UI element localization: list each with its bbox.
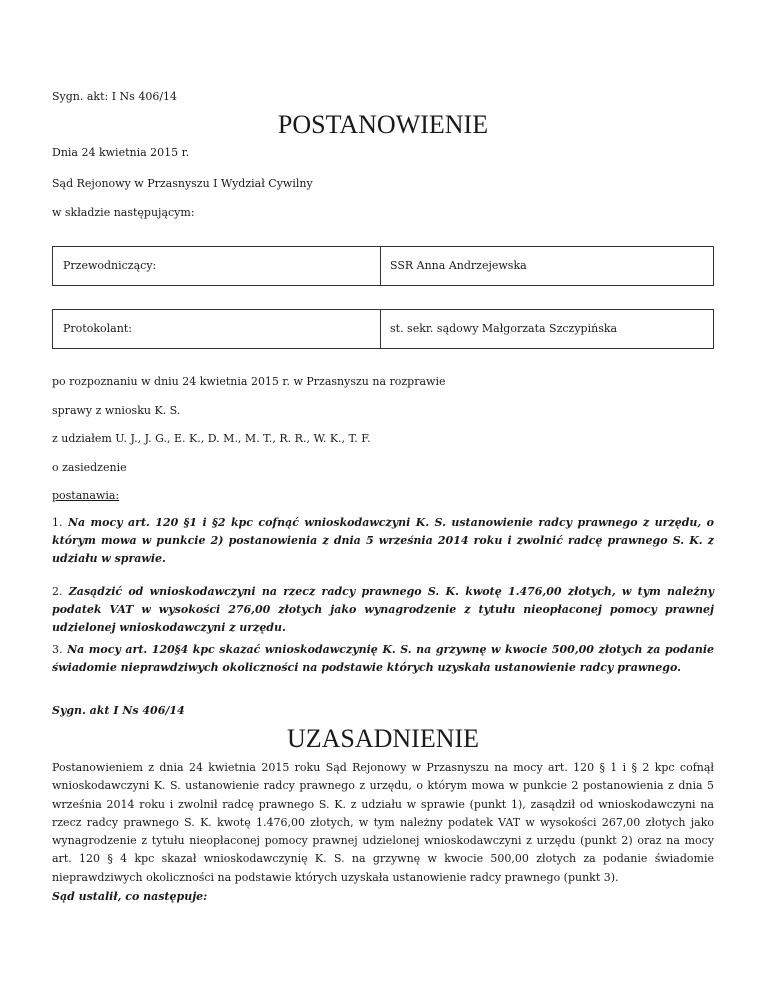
- participants-line: z udziałem U. J., J. G., E. K., D. M., M. T., R. R., W. K., T. F.: [52, 432, 371, 445]
- findings-heading: Sąd ustalił, co następuje:: [52, 890, 208, 903]
- decides-label: postanawia:: [52, 489, 120, 502]
- justification-paragraph: Postanowieniem z dnia 24 kwietnia 2015 roku Sąd Rejonowy w Przasnyszu na mocy art. 120 § 1 i § 2 kpc cofnął wnioskodawczyni K. S. ustanowienie radcy prawnego z urzędu, o którym mowa w punkcie 2 postanowienia z dnia 5 września 2014 roku i zwolnił radcę prawnego S. K. z udziału w sprawie (punkt 1), zasądził od wnioskodawczyni na rzecz radcy prawnego S. K. kwotę 1.476,00 złotych, w tym należny podatek VAT w wysokości 267,00 złotych jako wynagrodzenie z tytułu nieopłaconej pomocy prawnej udzielonej wnioskodawczyni z urzędu (punkt 2) oraz na mocy art. 120 § 4 kpc skazał wnioskodawczynię K. S. na grzywnę w kwocie 500,00 złotych za podanie świadomie nieprawdziwych okoliczności na podstawie których uzyskała ustanowienie radcy prawnego (punkt 3).: [52, 761, 714, 884]
- subject-line: o zasiedzenie: [52, 461, 127, 474]
- case-reference: Sygn. akt: I Ns 406/14: [52, 90, 178, 103]
- clerk-value: st. sekr. sądowy Małgorzata Szczypińska: [390, 322, 618, 335]
- hearing-line: po rozpoznaniu w dniu 24 kwietnia 2015 r. w Przasnyszu na rozprawie: [52, 375, 446, 388]
- presiding-judge-box: [52, 246, 714, 286]
- presiding-label: Przewodniczący:: [53, 247, 381, 285]
- clerk-box: [52, 309, 714, 349]
- document-title: POSTANOWIENIE: [277, 110, 489, 139]
- clerk-label: Protokolant:: [53, 310, 381, 348]
- case-line: sprawy z wniosku K. S.: [52, 404, 181, 417]
- ruling-item: 1. Na mocy art. 120 §1 i §2 kpc cofnąć wnioskodawczyni K. S. ustanowienie radcy prawnego z urzędu, o którym mowa w punkcie 2) postanowienia z dnia 5 września 2014 roku i zwolnić radcę prawnego S. K. z udziału w sprawie.: [52, 516, 714, 565]
- ruling-item: 3. Na mocy art. 120§4 kpc skazać wnioskodawczynię K. S. na grzywnę w kwocie 500,00 złotych za podanie świadomie nieprawdziwych okoliczności na podstawie których uzyskała ustanowienie radcy prawnego.: [52, 643, 714, 674]
- justification-case-reference: Sygn. akt I Ns 406/14: [52, 704, 185, 717]
- composition-line: w składzie następującym:: [52, 206, 195, 219]
- ruling-item: 2. Zasądzić od wnioskodawczyni na rzecz radcy prawnego S. K. kwotę 1.476,00 złotych, w tym należny podatek VAT w wysokości 276,00 złotych jako wynagrodzenie z tytułu nieopłaconej pomocy prawnej udzielonej wnioskodawczyni z urzędu.: [52, 585, 714, 634]
- justification-title: UZASADNIENIE: [286, 724, 480, 753]
- court-line: Sąd Rejonowy w Przasnyszu I Wydział Cywilny: [52, 177, 313, 190]
- date-line: Dnia 24 kwietnia 2015 r.: [52, 146, 190, 159]
- presiding-value: SSR Anna Andrzejewska: [390, 259, 527, 272]
